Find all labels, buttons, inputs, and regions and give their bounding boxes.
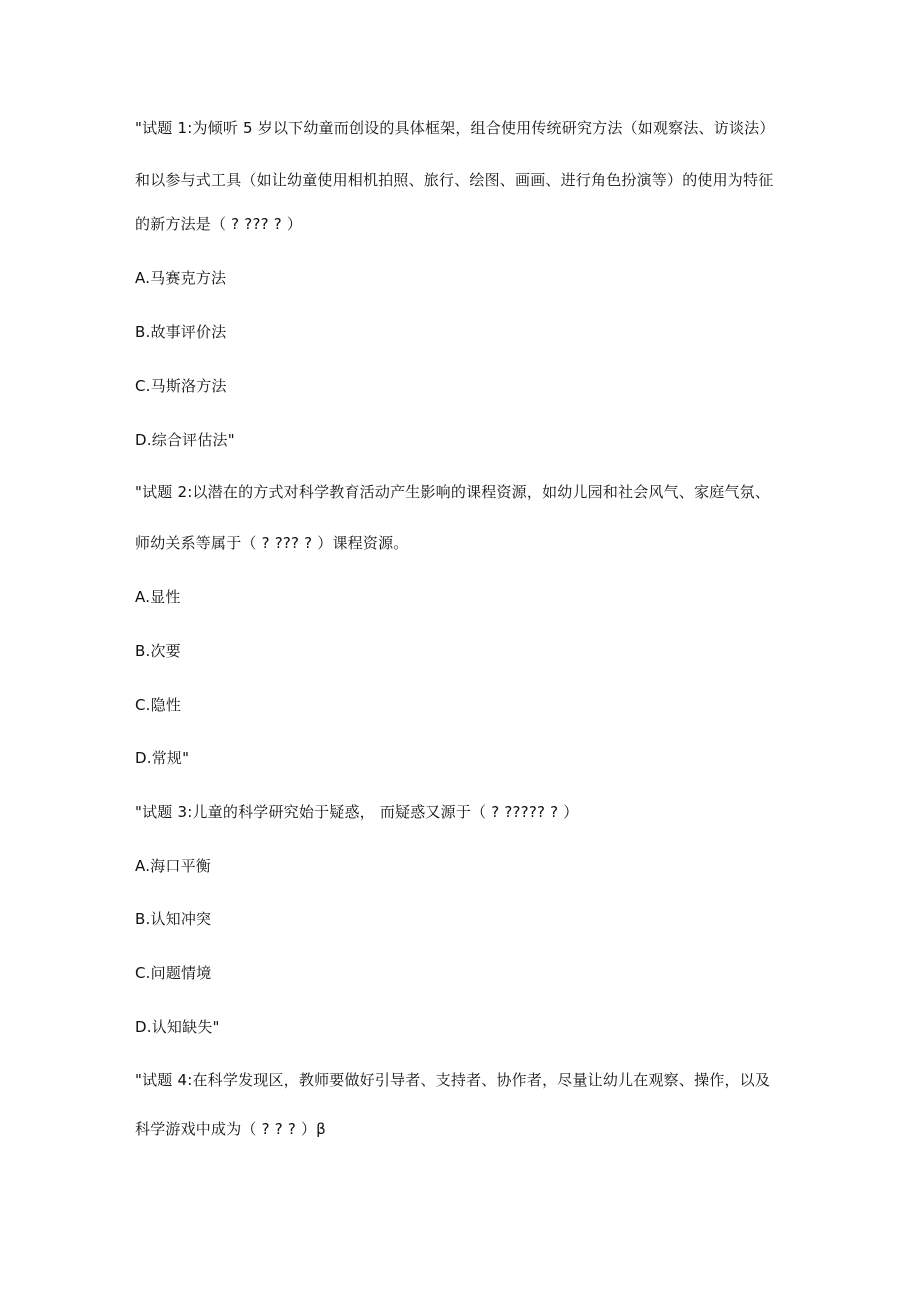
question-2-option-c: C.隐性 <box>135 696 182 714</box>
question-2-option-a: A.显性 <box>135 588 181 606</box>
question-2-line-1: "试题 2:以潜在的方式对科学教育活动产生影响的课程资源，如幼儿园和社会风气、家庭气氛、 <box>135 483 771 501</box>
question-3-option-a: A.海口平衡 <box>135 857 211 875</box>
question-1-option-a: A.马赛克方法 <box>135 269 227 287</box>
question-2-line-2: 师幼关系等属于（ ? ??? ? ）课程资源。 <box>135 534 409 552</box>
question-1-line-3: 的新方法是（ ? ??? ? ） <box>135 215 303 233</box>
question-1-option-c: C.马斯洛方法 <box>135 377 227 395</box>
question-4-line-1: "试题 4:在科学发现区，教师要做好引导者、支持者、协作者，尽量让幼儿在观察、操作，以及 <box>135 1071 771 1089</box>
question-1-line-2: 和以参与式工具（如让幼童使用相机拍照、旅行、绘图、画画、进行角色扮演等）的使用为特征 <box>135 171 774 189</box>
question-3-option-d: D.认知缺失" <box>135 1018 220 1036</box>
question-3-option-b: B.认知冲突 <box>135 910 212 928</box>
question-4-line-2: 科学游戏中成为（ ? ? ? ）β <box>135 1120 326 1138</box>
question-1-option-d: D.综合评估法" <box>135 431 235 449</box>
question-3-line-1: "试题 3:儿童的科学研究始于疑惑， 而疑惑又源于（ ? ????? ? ） <box>135 803 579 821</box>
question-1-line-1: "试题 1:为倾听 5 岁以下幼童而创设的具体框架，组合使用传统研究方法（如观察法、访谈法） <box>135 119 775 137</box>
question-2-option-d: D.常规" <box>135 749 190 767</box>
question-3-option-c: C.问题情境 <box>135 964 212 982</box>
question-1-option-b: B.故事评价法 <box>135 323 227 341</box>
question-2-option-b: B.次要 <box>135 642 181 660</box>
